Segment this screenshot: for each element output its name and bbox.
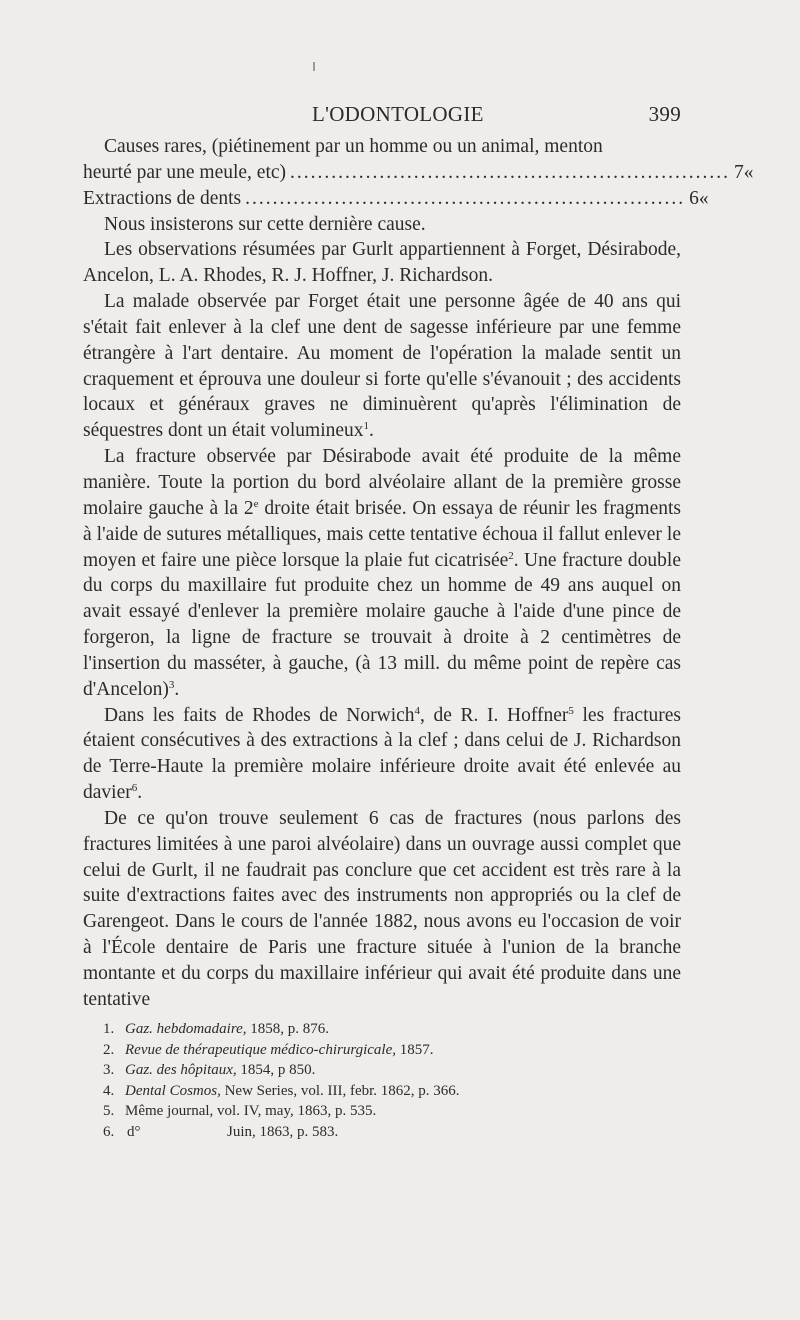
- paragraph: Nous insisterons sur cette dernière cause.: [104, 213, 426, 235]
- superscript: e: [253, 497, 259, 510]
- footnote-ref: 5: [568, 704, 574, 717]
- journal-title: L'ODONTOLOGIE: [312, 102, 484, 126]
- paragraph: La malade observée par Forget était une personne âgée de 40 ans qui s'était fait enlever à la clef une dent de sagesse inférieure par une femme étrangère à l'art dentaire. Au moment de l'opération la malade sentit un craquement et éprouva une douleur si forte qu'elle s'évanouit ; des accidents locaux et généraux graves ne diminuèrent qu'après l'élimination de séquestres dont un était volumineux$^1$.: [83, 291, 681, 442]
- footnote: 1. Gaz. hebdomadaire, 1858, p. 876.: [103, 1021, 330, 1037]
- footnote: 2. Revue de thérapeutique médico-chirurgicale, 1857.: [103, 1041, 434, 1058]
- list-item-label: heurté par une meule, etc): [83, 161, 287, 183]
- list-item-count: 6: [689, 187, 699, 209]
- list-item-count: 7: [734, 161, 744, 183]
- footnote-ref: 4: [414, 704, 421, 717]
- footnote: 5. Même journal, vol. IV, may, 1863, p. 535.: [103, 1103, 377, 1119]
- footnotes: [103, 1019, 623, 1142]
- footnote: 4. Dental Cosmos, New Series, vol. III, febr. 1862, p. 366.: [103, 1082, 460, 1099]
- print-speck: [313, 62, 315, 71]
- leader-dots: ................................................................: [245, 187, 686, 209]
- body-text: [83, 134, 754, 1013]
- footnote: 3. Gaz. des hôpitaux, 1854, p 850.: [103, 1062, 316, 1078]
- footnote-ref: 1: [363, 420, 370, 433]
- list-item-label: Extractions de dents: [83, 187, 242, 209]
- footnote-ref: 6: [131, 782, 138, 795]
- footnote-ref: 2: [508, 549, 514, 562]
- paragraph: Dans les faits de Rhodes de Norwich$^4$, de R. I. Hoffner$^5$ les fractures étaient consécutives à des extractions à la clef ; dans celui de J. Richardson de Terre-Haute la première molaire inférieure droite avait été enlevée au davier$^6$.: [83, 704, 681, 804]
- ditto-mark: «: [698, 187, 709, 209]
- running-header: [83, 96, 681, 136]
- list-item-extractions: [83, 186, 709, 212]
- footnote: 6. d° Juin, 1863, p. 583.: [103, 1122, 623, 1143]
- ditto-mark: d°: [127, 1123, 141, 1140]
- causes-intro: Causes rares, (piétinement par un homme ou un animal, menton: [104, 136, 603, 157]
- footnote-ref: 3: [168, 678, 175, 691]
- page-number: 399: [648, 102, 681, 126]
- paragraph: La fracture observée par Désirabode avait été produite de la même manière. Toute la portion du bord alvéolaire allant de la première grosse molaire gauche à la 2e droite était brisée. On essaya de réunir les fragments à l'aide de sutures métalliques, mais cette tentative échoua il fallut enlever le moyen et faire une pièce lorsque la plaie fut cicatrisée$^2$. Une fracture double du corps du maxillaire fut produite chez un homme de 49 ans auquel on avait essayé d'enlever la première molaire gauche à l'aide d'une pince de forgeron, la ligne de fracture se trouvait à droite à 2 centimètres de l'insertion du masséter, à gauche, (à 13 mill. du même point de repère cas d'Ancelon)$^3$.: [83, 446, 681, 700]
- paragraph: De ce qu'on trouve seulement 6 cas de fractures (nous parlons des fractures limitées à une paroi alvéolaire) dans un ouvrage aussi complet que celui de Gurlt, il ne faudrait pas conclure que cet accident est très rare à la suite d'extractions faites avec des instruments non appropriés ou la clef de Garengeot. Dans le cours de l'année 1882, nous avons eu l'occasion de voir à l'École dentaire de Paris une fracture située à l'union de la branche montante et du corps du maxillaire inférieur qui avait été produite dans une tentative: [83, 807, 681, 1010]
- paragraph: Les observations résumées par Gurlt appartiennent à Forget, Désirabode, Ancelon, L. A. Rhodes, R. J. Hoffner, J. Richardson.: [83, 239, 681, 287]
- list-item-rare-causes: [83, 160, 754, 186]
- ditto-mark: «: [743, 161, 754, 183]
- leader-dots: ................................................................: [290, 161, 731, 183]
